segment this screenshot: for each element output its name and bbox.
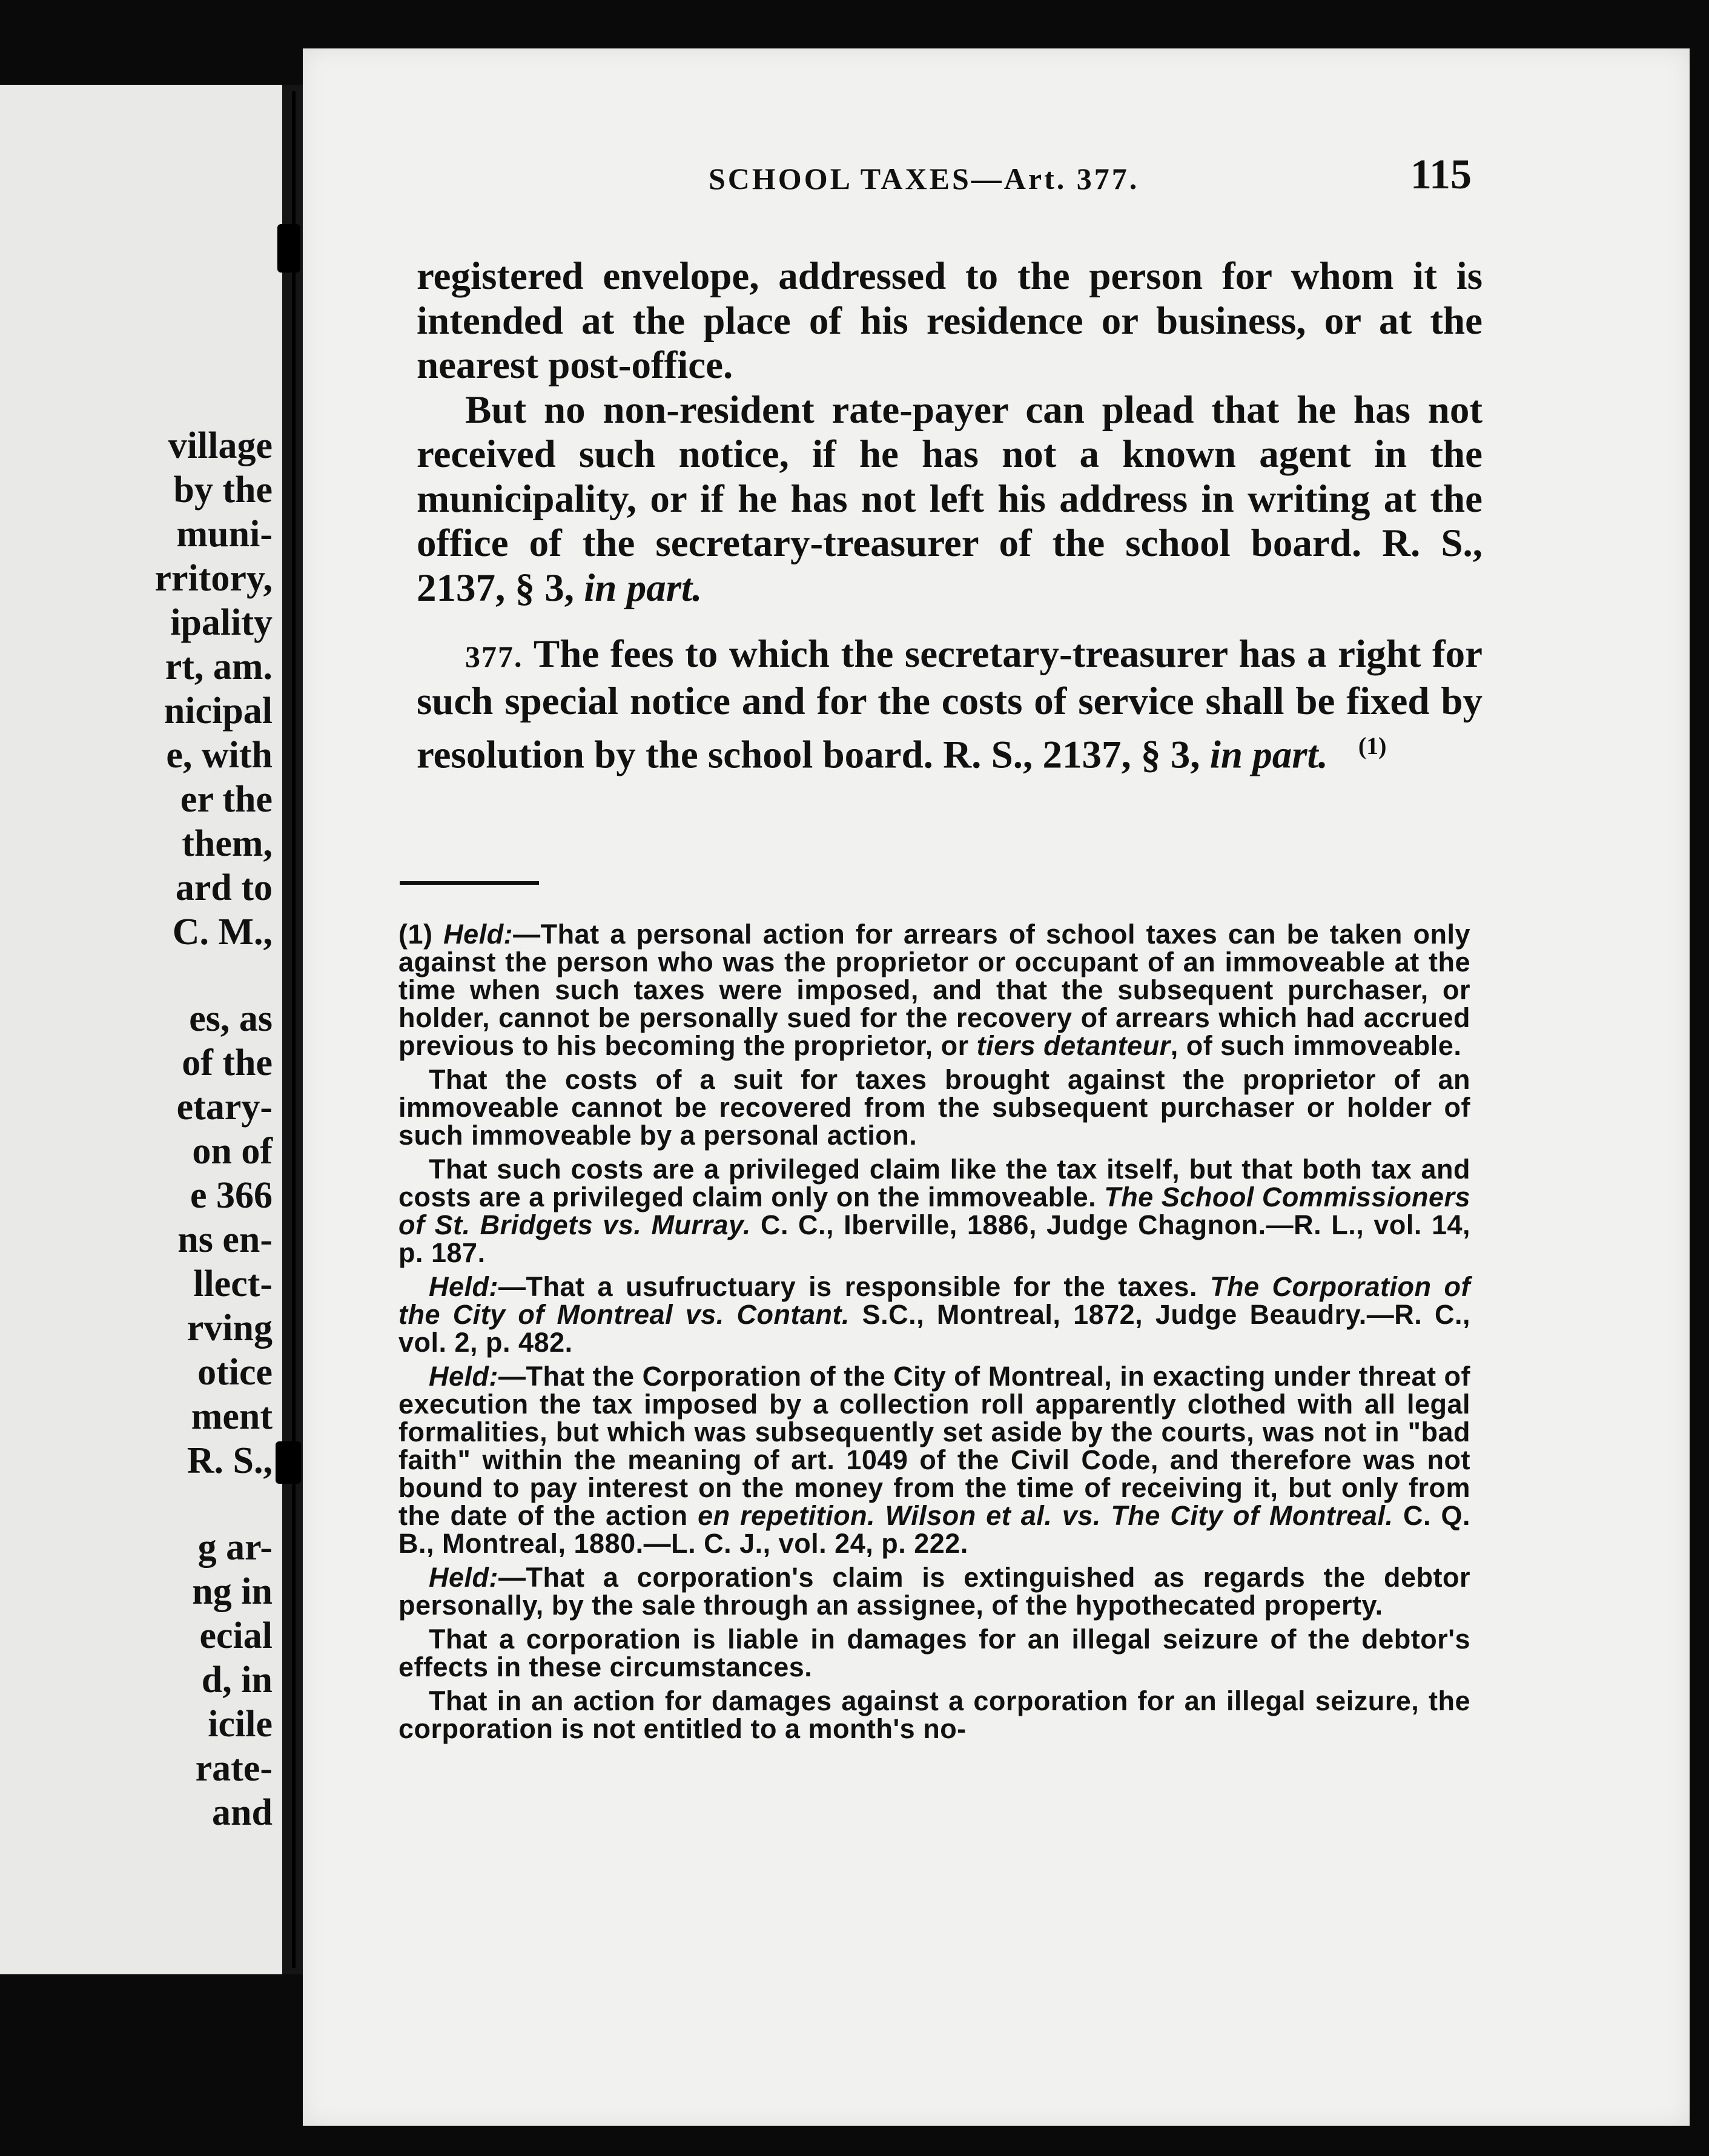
footnote-text: , of such immoveable. [1170,1030,1462,1061]
left-page-gap [154,1483,273,1526]
left-page-line: e, with [166,735,273,776]
footnote-rule [400,881,539,885]
left-page-line: ard to [175,867,273,908]
left-page-line: village [168,425,273,466]
left-page-line: rate- [195,1748,273,1789]
paragraph [417,388,1483,611]
left-page-line: nicipal [164,690,273,732]
held-label: Held: [429,1562,498,1593]
footnote [398,1564,1470,1619]
citation-italic: in part. [1209,733,1328,777]
page-number: 115 [1410,151,1472,198]
footnote-text: That such costs are a privileged claim like the tax itself, but that both tax and costs are a privileged claim only on the immoveable. [398,1154,1470,1212]
paragraph-text: The fees to which the secretary-treasurer has a right for such special notice and for the costs of service shall be fixed by resolution by the school board. R. S., 2137, § 3, [417,632,1483,777]
left-page-line: ment [191,1396,273,1437]
left-page-line: and [212,1792,273,1833]
footnotes [398,921,1470,1749]
footnote-marker: (1) [1358,732,1387,759]
left-page-line: e 366 [190,1175,273,1216]
article-number: 377. [465,640,523,673]
binding-line [292,91,296,1968]
left-page-line: icile [208,1704,273,1745]
case-citation: en repetition. Wilson et al. vs. The City of Montreal. [698,1500,1393,1531]
left-page-line: ipality [170,602,273,643]
left-page-line: rt, am. [165,646,273,687]
footnote [398,1156,1470,1267]
left-page-line: ng in [192,1571,273,1612]
left-page-line: R. S., [187,1440,273,1481]
binding-knot-icon [276,1441,301,1484]
held-label: Held: [429,1361,498,1392]
footnote: That a corporation is liable in damages for an illegal seizure of the debtor's effects in these circumstances. [398,1624,1470,1682]
left-page-line: llect- [193,1263,273,1305]
left-page-line: on of [192,1131,273,1172]
case-citation: The School Commissioners of St. Bridgets vs. Murray. [398,1182,1471,1240]
left-page-line: by the [173,469,273,511]
left-page-gap [154,954,273,997]
footnote: That the costs of a suit for taxes brought against the proprietor of an immoveable cannot be recovered from the subsequent purchaser or holder of such immoveable by a personal action. [398,1064,1470,1151]
left-page-line: g ar- [197,1527,273,1568]
binding-knot-icon [277,224,300,273]
held-label: Held: [429,1271,498,1302]
left-page-line: rving [187,1308,273,1349]
citation-italic: in part. [584,566,702,610]
paragraph-text: But no non-resident rate-payer can plead that he has not received such notice, if he has not a known agent in the municipality, or if he has not left his address in writing at the office of the secretary-treasurer of the school board. R. S., 2137, § 3, [417,388,1483,610]
left-page-text [154,424,273,1835]
left-page-line: ecial [199,1615,273,1656]
footnote-text: —That a personal action for arrears of school taxes can be taken only against the person who was the proprietor or occupant of an immoveable at the time when such taxes were imposed, and that the subsequent purchaser, or holder, cannot be personally sued for the recovery of arrears which had accrued previous to his becoming the proprietor, or [398,919,1471,1061]
footnote-text: —That the Corporation of the City of Montreal, in exacting under threat of execution the tax imposed by a collection roll apparently clothed with all legal formalities, but which was subsequently set aside by the courts, was not in "bad faith" within the meaning of art. 1049 of the Civil Code, and therefore was not bound to pay interest on the money from the time of receiving it, but only from the date of the action [398,1361,1470,1531]
footnote [398,1363,1470,1558]
footnote [398,1273,1470,1357]
left-page-line: ns en- [177,1219,273,1260]
case-citation: The Corporation of the City of Montreal vs. Contant. [398,1271,1470,1330]
left-page-line: er the [180,779,273,820]
running-head-title: SCHOOL TAXES—Art. 377. [709,162,1140,196]
article-377 [417,632,1483,778]
left-page-line: C. M., [172,911,273,953]
footnote-text: C. Q. B., Montreal, 1880.—L. C. J., vol. 24, p. 222. [398,1500,1471,1559]
footnote: That in an action for damages against a corporation for an illegal seizure, the corporation is not entitled to a month's no- [398,1685,1470,1744]
main-text [417,254,1483,778]
footnote-text: C. C., Iberville, 1886, Judge Chagnon.—R. L., vol. 14, p. 187. [398,1209,1470,1268]
held-label: Held: [443,919,514,950]
footnote-italic: tiers detanteur [976,1030,1171,1061]
footnote-text: —That a usufructuary is responsible for the taxes. [498,1271,1210,1302]
paragraph: registered envelope, addressed to the person for whom it is intended at the place of his residence or business, or at the nearest post-office. [417,254,1483,387]
footnote-text: —That a corporation's claim is extinguished as regards the debtor personally, by the sale through an assignee, of the hypothecated property. [398,1562,1470,1621]
running-head [412,151,1490,206]
left-page-line: d, in [201,1659,273,1701]
left-facing-page [0,85,285,1974]
footnote-text: S.C., Montreal, 1872, Judge Beaudry.—R. C., vol. 2, p. 482. [398,1299,1470,1358]
footnote-number: (1) [398,919,444,950]
left-page-line: rritory, [154,558,273,599]
left-page-line: of the [182,1042,273,1083]
left-page-line: es, as [189,998,273,1039]
footnote [398,921,1470,1060]
left-page-line: them, [182,823,273,864]
left-page-line: etary- [176,1086,273,1128]
left-page-line: muni- [176,514,273,555]
left-page-line: otice [197,1352,273,1393]
